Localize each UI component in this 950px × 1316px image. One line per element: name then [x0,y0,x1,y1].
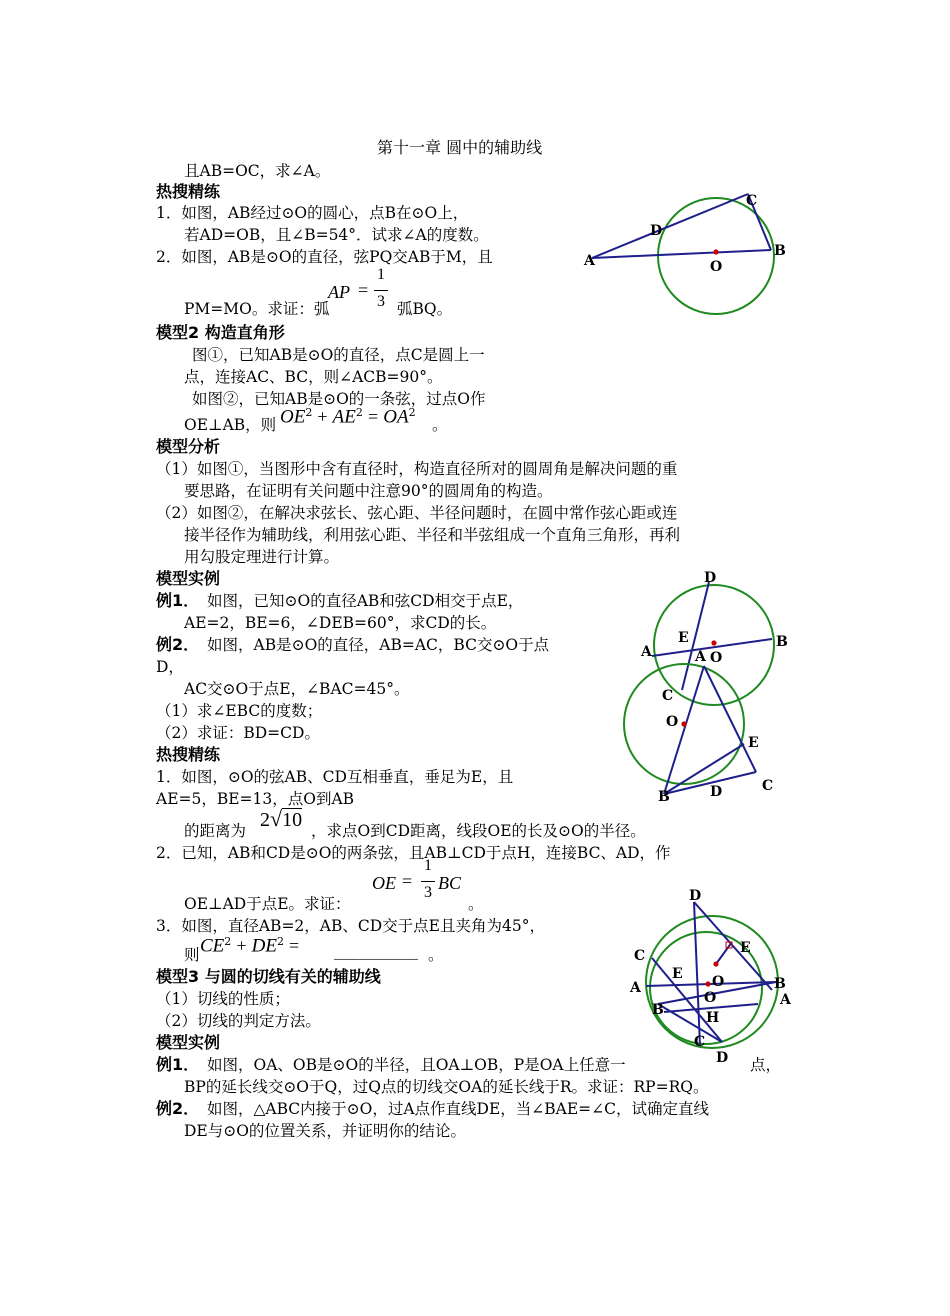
fraction-numerator: 1 [424,857,432,874]
label-e2: E [672,966,683,982]
label-b: B [776,634,788,650]
text-line: 图①，已知AB是⊙O的直径，点C是圆上一 [192,346,485,364]
section-heading: 模型实例 [156,569,221,588]
line-ac [592,194,748,258]
text-line: 2．已知，AB和CD是⊙O的两条弦，且AB⊥CD于点H，连接BC、AD，作 [156,844,671,862]
text-line: 。 [468,895,484,913]
label-b: B [658,789,670,805]
label-e: E [740,940,751,956]
example-label: 例2． [156,635,200,654]
math-ap: AP [328,282,350,302]
math-bc: BC [438,873,462,893]
text-line: 1．如图，⊙O的弦AB、CD互相垂直，垂足为E，且 [156,768,514,786]
text-line: （2）切线的判定方法。 [156,1012,321,1030]
center-point [711,640,716,645]
text-line: OE⊥AB，则 [184,416,277,434]
text-line: PM=MO。求证：弧 [184,300,330,318]
section-heading: 热搜精练 [156,745,221,764]
text-line: 则 [184,946,200,964]
label-a: A [641,644,652,660]
text-line: 2．如图，AB是⊙O的直径，弦PQ交AB于M，且 [156,248,493,266]
text-line: 。 [428,946,444,964]
text-line: ，求点O到CD距离，线段OE的长及⊙O的半径。 [311,822,646,840]
point-1 [705,981,710,986]
label-o: O [710,650,723,666]
line-2 [694,902,700,1046]
text-line: D， [156,658,184,676]
text-line: 接半径作为辅助线，利用弦心距、半径和半弦组成一个直角三角形，再利 [184,526,681,544]
line-1 [694,902,772,990]
figure-3 [616,648,788,805]
label-b2: B [652,1002,664,1018]
text-line: 点， [750,1056,782,1074]
math-sqrt: 2√10 [260,806,303,831]
center-point [681,721,686,726]
label-c2: C [762,778,774,794]
fraction-bar [421,881,435,882]
label-e: E [678,630,689,646]
math-oe: OE [372,873,396,893]
text-line: 用勾股定理进行计算。 [184,548,340,566]
line-be [664,744,744,794]
text-line: （1）如图①，当图形中含有直径时，构造直径所对的圆周角是解决问题的重 [156,460,678,478]
line-ab [592,250,771,258]
example-label: 例2． [156,1099,200,1118]
text-line: 若AD=OB，且∠B=54°．试求∠A的度数。 [184,226,489,244]
text-line: （2）如图②，在解决求弦长、弦心距、半径问题时，在圆中常作弦心距或连 [156,504,678,522]
text-line: 1．如图，AB经过⊙O的圆心，点B在⊙O上， [156,204,469,222]
text-line: BP的延长线交⊙O于Q，过Q点的切线交OA的延长线于R。求证：RP=RQ。 [184,1078,709,1096]
text-line: DE与⊙O的位置关系，并证明你的结论。 [184,1122,466,1140]
text-line: 如图②，已知AB是⊙O的一条弦，过点O作 [192,390,486,408]
example-label: 例1． [156,591,200,610]
line-ac [704,666,756,772]
label-o: O [666,714,679,730]
label-d2: D [716,1050,729,1066]
text-line: 。 [432,416,448,434]
label-e: E [748,735,759,751]
text-line: 如图，OA、OB是⊙O的半径，且OA⊥OB，P是OA上任意一 [207,1056,626,1074]
label-b: B [774,243,786,259]
label-b: B [774,976,786,992]
label-o: O [710,259,723,275]
label-c: C [662,688,674,704]
section-heading: 模型分析 [156,437,221,456]
fraction-denominator: 3 [424,884,432,901]
label-a: A [630,980,641,996]
text-line: （1）切线的性质； [156,990,290,1008]
figure-4 [628,886,800,1066]
math-equals: = [402,871,413,891]
text-line: 且AB=OC，求∠A。 [184,162,331,180]
label-d: D [710,784,723,800]
text-line: OE⊥AD于点E。求证： [184,895,351,913]
text-line: AE=5，BE=13，点O到AB [156,790,355,808]
text-line: 如图，△ABC内接于⊙O，过A点作直线DE，当∠BAE=∠C，试确定直线 [207,1100,710,1118]
text-line: 弧BQ。 [397,300,453,318]
text-line: 点，连接AC、BC，则∠ACB=90°。 [184,368,443,386]
fraction-numerator: 1 [377,266,385,283]
label-a: A [584,253,595,269]
label-c: C [634,948,646,964]
text-line: 的距离为 [184,822,247,840]
label-c: C [746,193,758,209]
center-point [713,249,718,254]
text-line: AE=2，BE=6，∠DEB=60°，求CD的长。 [184,614,497,632]
label-d: D [689,888,702,904]
section-heading: 模型实例 [156,1033,221,1052]
fraction-bar [374,290,388,291]
line-ab [664,666,704,794]
text-line: AC交⊙O于点E，∠BAC=45°。 [184,680,410,698]
label-c2: C [694,1034,706,1050]
math-equals: = [358,280,369,300]
example-label: 例1． [156,1055,200,1074]
answer-blank[interactable]: __________ [334,947,419,963]
text-line: 要思路，在证明有关问题中注意90°的圆周角的构造。 [184,482,553,500]
label-h: H [706,1010,720,1026]
text-line: 如图，已知⊙O的直径AB和弦CD相交于点E， [207,592,524,610]
label-d: D [704,570,717,586]
section-heading: 模型2 构造直角形 [156,323,285,342]
text-line: 如图，AB是⊙O的直径，AB=AC，BC交⊙O于点 [207,636,550,654]
section-heading: 热搜精练 [156,182,221,201]
fraction-denominator: 3 [377,293,385,310]
point-2 [713,961,718,966]
text-line: （1）求∠EBC的度数； [156,702,323,720]
label-o2: O [704,990,717,1006]
label-d: D [650,223,663,239]
text-line: 3．如图，直径AB=2，AB、CD交于点E且夹角为45°， [156,917,545,935]
section-heading: 模型3 与圆的切线有关的辅助线 [156,967,381,986]
pythagoras-formula: $OE^2 + AE^2 = OA^2$ [280,406,416,428]
fill-in-formula: $CE^2 + DE^2$ = [200,935,300,957]
text-line: （2）求证：BD=CD。 [156,724,320,742]
label-o: O [712,974,725,990]
figure-1 [580,185,790,295]
label-a: A [695,649,706,665]
page-title: 第十一章 圆中的辅助线 [377,138,543,157]
line-oe [716,942,732,964]
label-a2: A [780,992,791,1008]
